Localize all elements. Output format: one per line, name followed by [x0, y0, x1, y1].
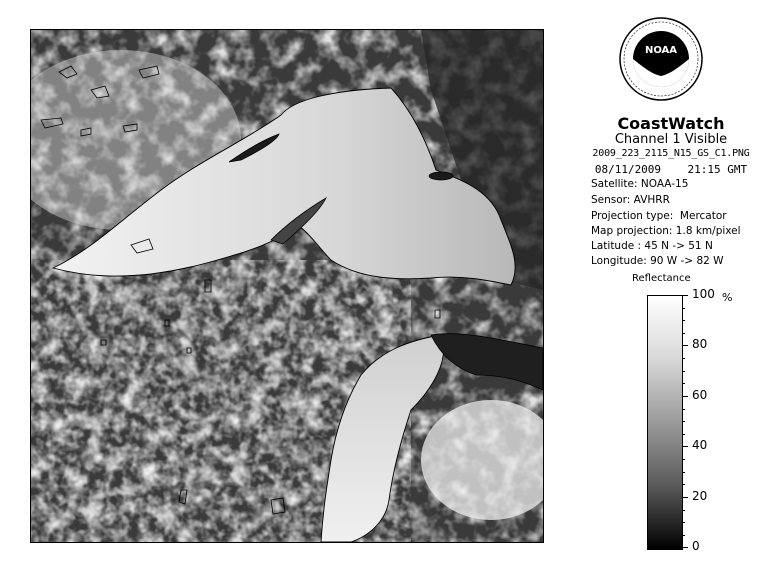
legend-title: Reflectance [632, 273, 691, 284]
acquisition-datetime: 08/11/2009 21:15 GMT [594, 163, 748, 176]
colorbar-minor-tick [682, 472, 685, 473]
colorbar-minor-tick [682, 371, 685, 372]
satellite-scene [31, 30, 543, 542]
colorbar-tick [682, 295, 688, 296]
longitude-range: Longitude: 90 W -> 82 W [591, 255, 724, 267]
colorbar-minor-tick [682, 535, 685, 536]
map-projection: Map projection: 1.8 km/pixel [591, 225, 741, 237]
colorbar-minor-tick [682, 522, 685, 523]
colorbar-tick-label: 100 [692, 287, 715, 301]
colorbar-minor-tick [682, 333, 685, 334]
colorbar-minor-tick [682, 434, 685, 435]
colorbar-minor-tick [682, 459, 685, 460]
colorbar-minor-tick [682, 484, 685, 485]
satellite-image [30, 29, 544, 543]
channel-label: Channel 1 Visible [614, 132, 728, 147]
latitude-range: Latitude : 45 N -> 51 N [591, 240, 713, 252]
colorbar-minor-tick [682, 510, 685, 511]
colorbar-tick [682, 547, 688, 548]
colorbar-minor-tick [682, 358, 685, 359]
colorbar-tick [682, 497, 688, 498]
legend-unit: % [722, 291, 733, 304]
colorbar-tick [682, 396, 688, 397]
colorbar-minor-tick [682, 409, 685, 410]
noaa-logo [618, 16, 704, 102]
colorbar-tick-label: 0 [692, 539, 700, 553]
colorbar-tick [682, 446, 688, 447]
colorbar-tick-label: 80 [692, 337, 708, 351]
noaa-logo-text: NOAA [644, 45, 678, 56]
colorbar-minor-tick [682, 308, 685, 309]
filename: 2009_223_2115_N15_GS_C1.PNG [592, 148, 750, 159]
reflectance-colorbar [647, 295, 683, 550]
satellite-info: Satellite: NOAA-15 [591, 178, 689, 190]
colorbar-minor-tick [682, 320, 685, 321]
colorbar-tick-label: 40 [692, 438, 708, 452]
product-title: CoastWatch [617, 114, 725, 133]
noaa-seal-icon [618, 16, 704, 102]
colorbar-tick-label: 60 [692, 388, 708, 402]
sensor-info: Sensor: AVHRR [591, 194, 670, 206]
colorbar-tick-label: 20 [692, 489, 708, 503]
colorbar-minor-tick [682, 383, 685, 384]
colorbar-tick [682, 345, 688, 346]
colorbar-minor-tick [682, 421, 685, 422]
projection-type: Projection type: Mercator [591, 210, 727, 222]
